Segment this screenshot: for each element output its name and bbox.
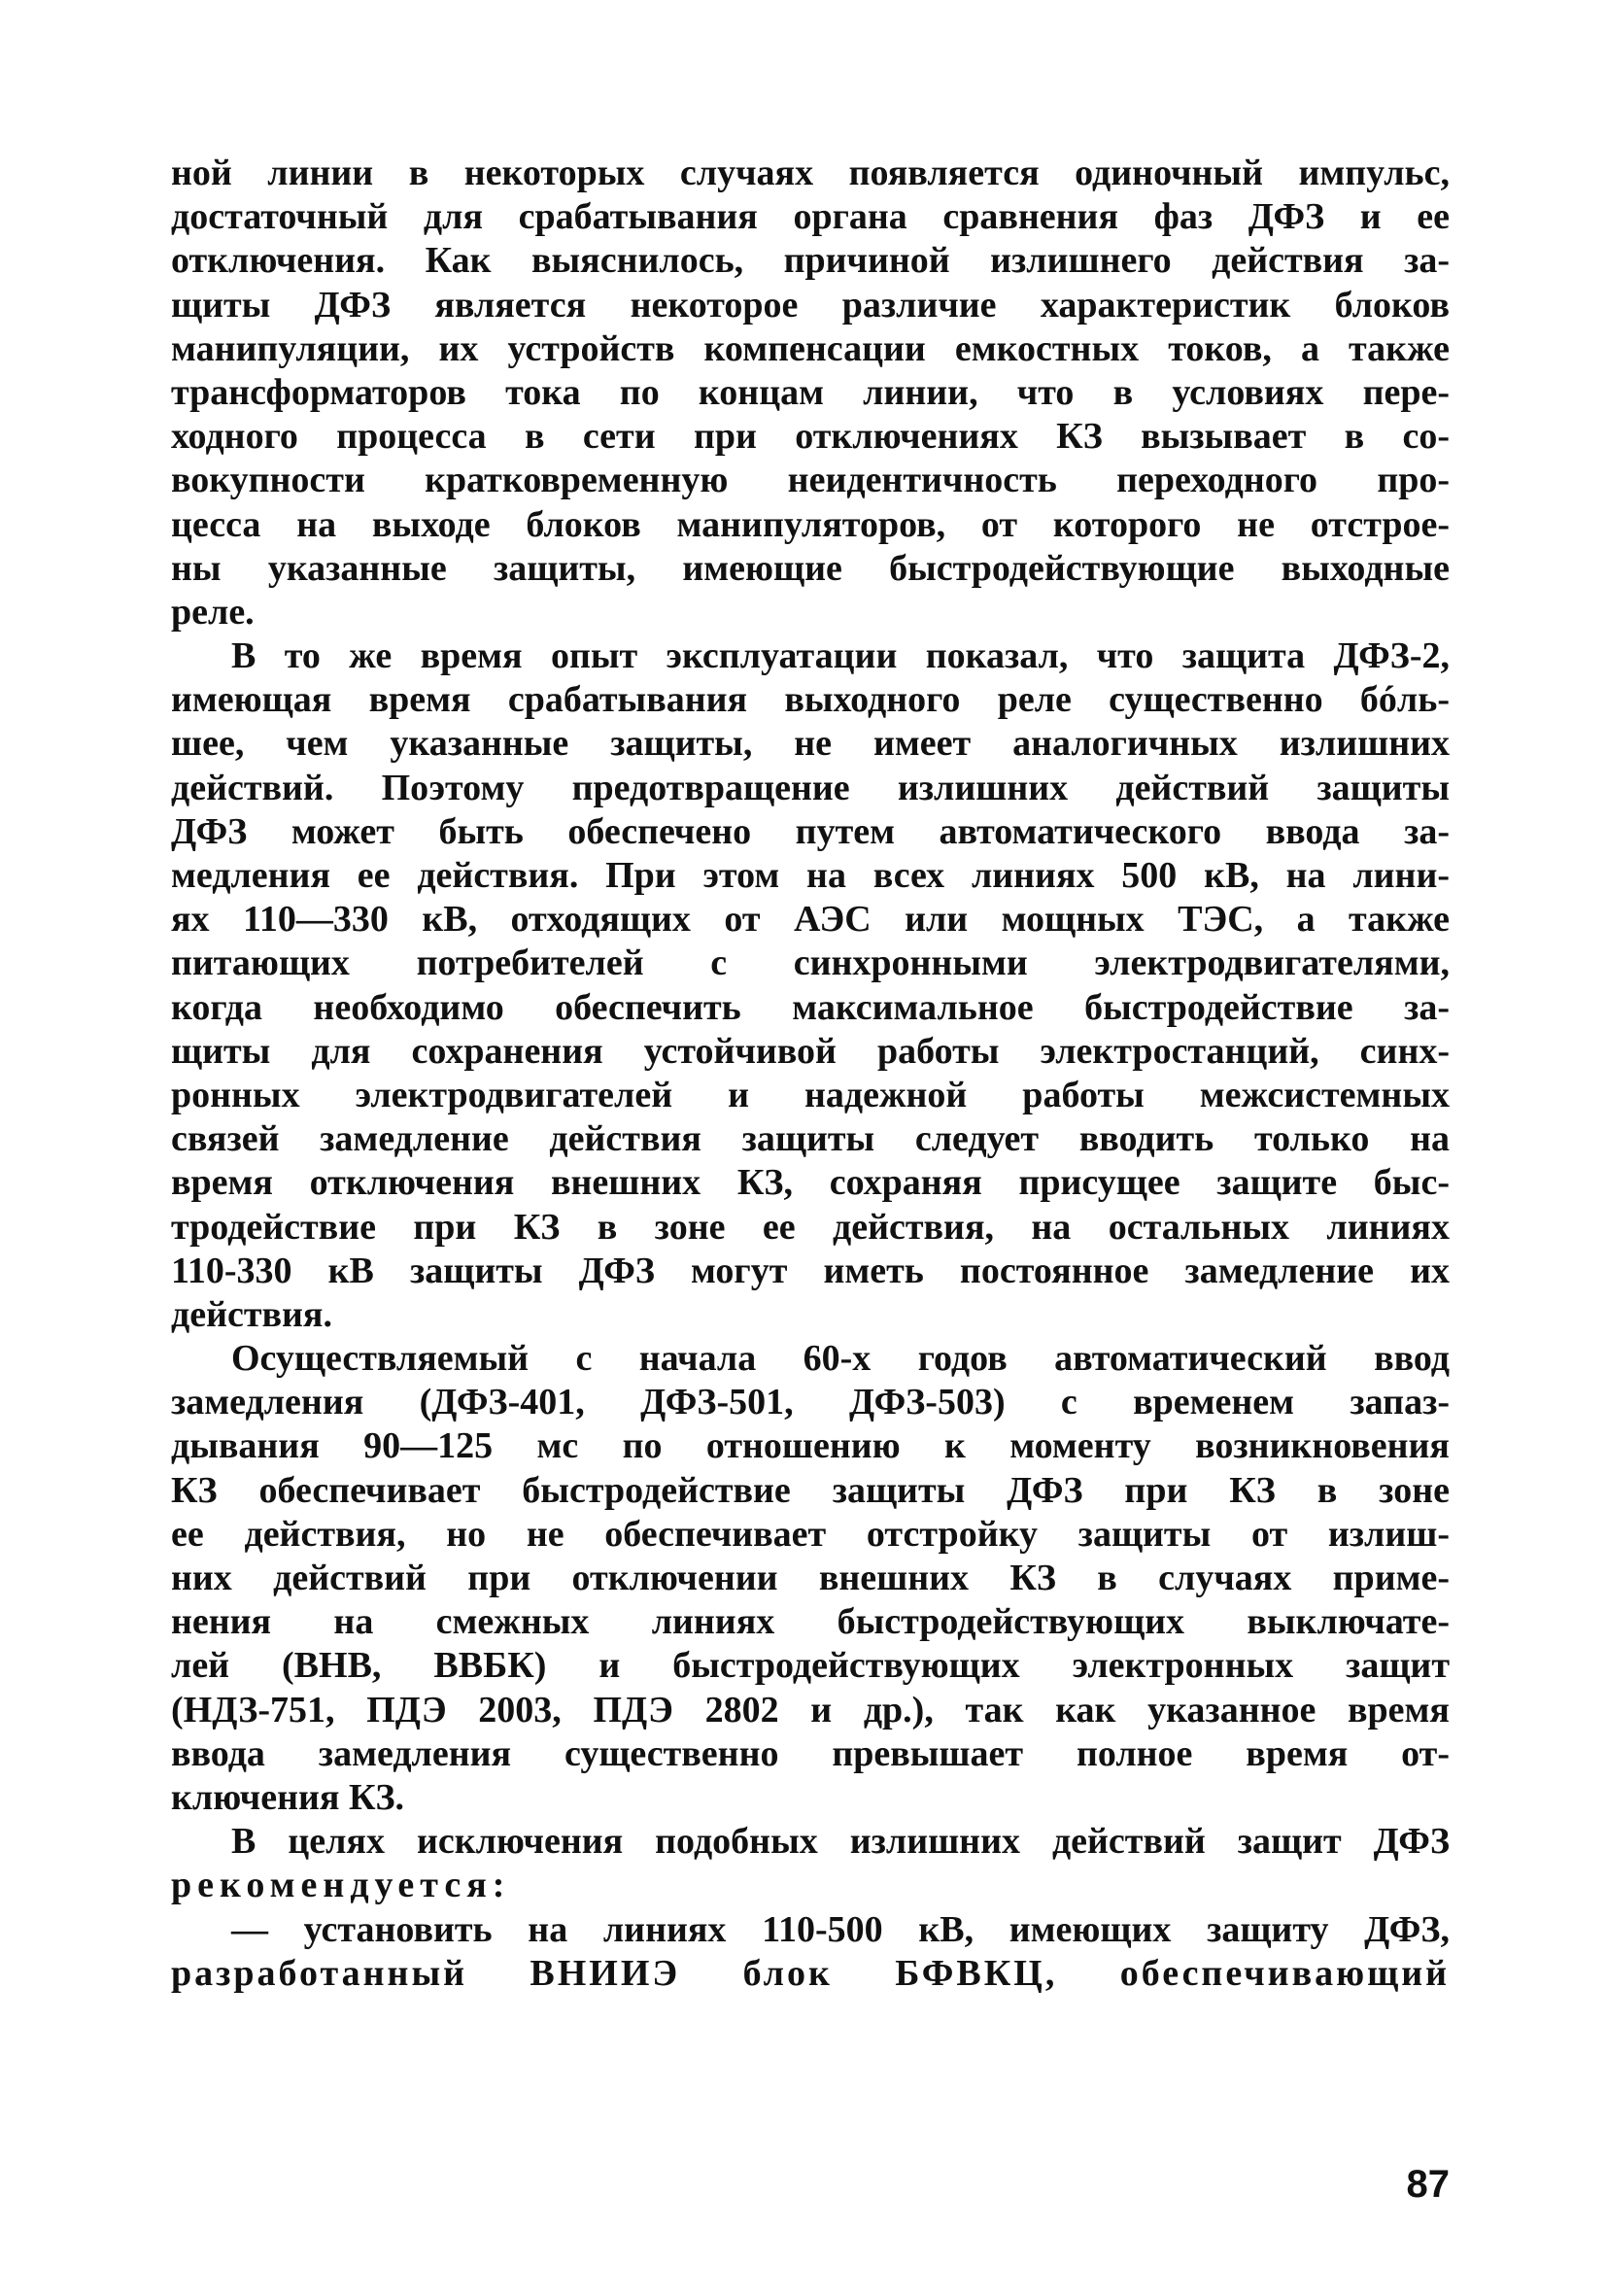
text-line: медления ее действия. При этом на всех линиях 500 кВ, на лини- <box>171 855 1450 896</box>
text-line: КЗ обеспечивает быстродействие защиты ДФЗ при КЗ в зоне <box>171 1469 1450 1511</box>
text-line: ДФЗ может быть обеспечено путем автоматического ввода за- <box>171 810 1450 852</box>
text-line: ввода замедления существенно превышает полное время от- <box>171 1732 1450 1774</box>
text-line: цесса на выходе блоков манипуляторов, от которого не отстрое- <box>171 503 1450 545</box>
text-line: замедления (ДФЗ-401, ДФЗ-501, ДФЗ-503) с временем запаз- <box>171 1382 1450 1423</box>
text-line: реле. <box>171 591 255 633</box>
text-line: действия. <box>171 1293 332 1335</box>
text-line: них действий при отключении внешних КЗ в случаях приме- <box>171 1558 1450 1598</box>
spaced-emphasis-line: рекомендуется: <box>171 1865 511 1906</box>
text-line: достаточный для срабатывания органа сравнения фаз ДФЗ и ее <box>171 196 1450 238</box>
body-text <box>171 152 1450 1996</box>
text-line: манипуляции, их устройств компенсации емкостных токов, а также <box>171 327 1450 369</box>
text-line: тродействие при КЗ в зоне ее действия, на остальных линиях <box>171 1206 1450 1248</box>
text-line: время отключения внешних КЗ, сохраняя присущее защите быс- <box>171 1162 1450 1204</box>
text-line: ходного процесса в сети при отключениях КЗ вызывает в со- <box>171 416 1450 458</box>
paragraph-start: Осуществляемый с начала 60-х годов автоматический ввод <box>231 1338 1450 1380</box>
text-line: вокупности кратковременную неидентичность переходного про- <box>171 460 1450 501</box>
text-line: нения на смежных линиях быстродействующих выключате- <box>171 1601 1450 1643</box>
text-line: питающих потребителей с синхронными электродвигателями, <box>171 942 1450 984</box>
paragraph-start: В то же время опыт эксплуатации показал, что защита ДФЗ-2, <box>231 635 1450 677</box>
text-line: отключения. Как выяснилось, причиной излишнего действия за- <box>171 240 1450 282</box>
text-line: разработанный ВНИИЭ блок БФВКЦ, обеспечивающий <box>171 1952 1450 1994</box>
text-line: лей (ВНВ, ВВБК) и быстродействующих электронных защит <box>171 1645 1450 1687</box>
text-line: ключения КЗ. <box>171 1776 405 1818</box>
text-line: ронных электродвигателей и надежной работы межсистемных <box>171 1074 1450 1115</box>
text-line: трансформаторов тока по концам линии, что в условиях пере- <box>171 371 1450 413</box>
paragraph-start: В целях исключения подобных излишних действий защит ДФЗ <box>231 1821 1450 1863</box>
text-line: ной линии в некоторых случаях появляется одиночный импульс, <box>171 153 1450 193</box>
text-line: щиты ДФЗ является некоторое различие характеристик блоков <box>171 284 1450 326</box>
page-number: 87 <box>1406 2163 1450 2206</box>
text-line: связей замедление действия защиты следует вводить только на <box>171 1118 1450 1160</box>
list-item-line: — установить на линиях 110-500 кВ, имеющих защиту ДФЗ, <box>231 1908 1450 1950</box>
text-line: ях 110—330 кВ, отходящих от АЭС или мощных ТЭС, а также <box>171 899 1450 941</box>
text-line: действий. Поэтому предотвращение излишних действий защиты <box>171 767 1450 808</box>
text-line: ее действия, но не обеспечивает отстройку защиты от излиш- <box>171 1513 1450 1555</box>
text-line: дывания 90—125 мс по отношению к моменту возникновения <box>171 1425 1450 1467</box>
text-line: имеющая время срабатывания выходного реле существенно бóль- <box>171 679 1450 721</box>
text-line: шее, чем указанные защиты, не имеет аналогичных излишних <box>171 723 1450 765</box>
text-line: щиты для сохранения устойчивой работы электростанций, синх- <box>171 1030 1450 1072</box>
text-line: ны указанные защиты, имеющие быстродействующие выходные <box>171 547 1450 589</box>
text-line: (НДЗ-751, ПДЭ 2003, ПДЭ 2802 и др.), так как указанное время <box>171 1689 1450 1731</box>
text-line: когда необходимо обеспечить максимальное быстродействие за- <box>171 986 1450 1028</box>
text-line: 110-330 кВ защиты ДФЗ могут иметь постоянное замедление их <box>171 1250 1450 1291</box>
